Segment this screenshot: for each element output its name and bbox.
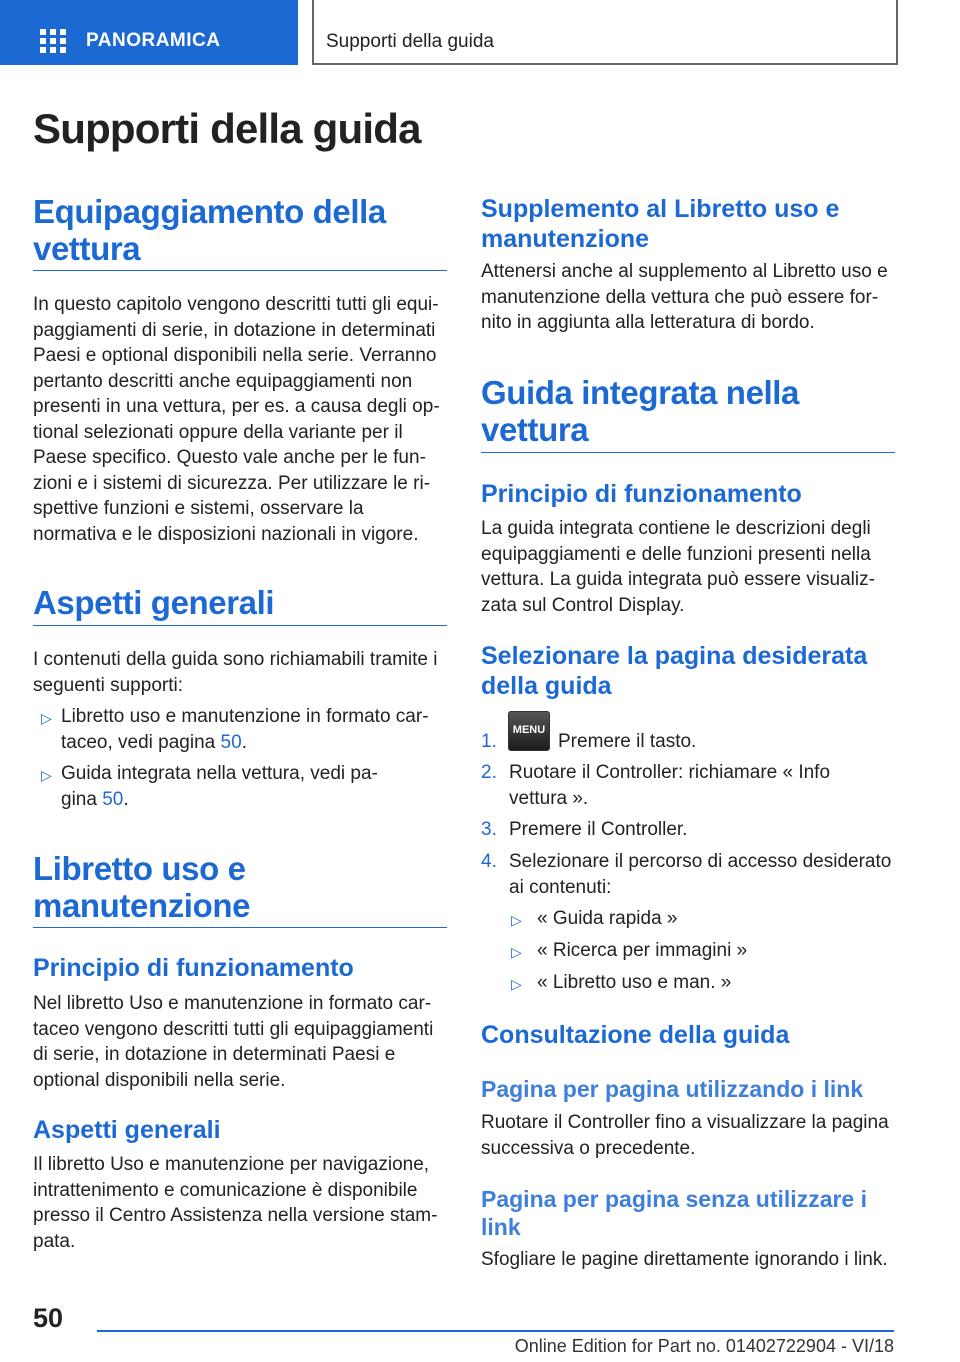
bullet-triangle-icon: ▷ [511, 944, 522, 960]
list-item: « Libretto uso e man. » [537, 972, 732, 993]
page-link[interactable]: 50 [220, 731, 242, 753]
heading-operating-principle: Principio di funzionamento [481, 480, 802, 508]
heading-rule [33, 270, 447, 271]
edition-footer: Online Edition for Part no. 01402722904 - VI/18 [514, 1336, 894, 1356]
list-item: « Guida rapida » [537, 908, 678, 929]
step-text: Premere il Controller. [509, 819, 688, 840]
heading-rule [481, 452, 895, 453]
heading-select-page: Selezionare la pagina desiderata della guida [481, 642, 868, 700]
paragraph-supplement: Attenersi anche al supplemento al Libretto uso e manutenzione della vettura che può essere fornito in aggiunta alla letteratura di bordo. [481, 261, 888, 333]
paragraph-page-with-links: Ruotare il Controller fino a visualizzare la pagina successiva o precedente. [481, 1112, 889, 1159]
overview-tab-label: PANORAMICA [86, 30, 221, 51]
step-number: 3. [481, 819, 497, 840]
heading-general-aspects-2: Aspetti generali [33, 1116, 221, 1144]
heading-supplement: Supplemento al Libretto uso e manutenzione [481, 195, 840, 253]
page-title: Supporti della guida [33, 105, 421, 152]
step-number: 4. [481, 851, 497, 872]
paragraph-equipment: In questo capitolo vengono descritti tutti gli equipaggiamenti di serie, in dotazione in determinati Paesi e optional disponibili nella serie. Verranno pertanto descritti anche equipaggiamenti non presenti in una vettura, per es. a causa degli optional selezionati oppure della variante per il Paese specifico. Questo vale anche per le funzioni e i sistemi di sicurezza. Per utilizzare le rispettive funzioni e sistemi, osservare la normativa e le disposizioni nazionali in vigore. [33, 294, 440, 545]
bullet-triangle-icon: ▷ [41, 767, 52, 783]
list-item: Libretto uso e manutenzione in formato cartaceo, vedi pagina 50. [61, 706, 429, 753]
heading-owners-manual: Libretto uso e manutenzione [33, 850, 251, 924]
paragraph-page-without-links: Sfogliare le pagine direttamente ignorando i link. [481, 1249, 888, 1270]
menu-key-icon: MENU [508, 711, 550, 751]
paragraph-general-aspects-2: Il libretto Uso e manutenzione per navigazione, intrattenimento e comunicazione è disponibile presso il Centro Assistenza nella versione stampata. [33, 1154, 438, 1252]
section-tab-label: Supporti della guida [326, 31, 494, 52]
overview-tab[interactable] [0, 0, 298, 65]
grid-menu-icon [40, 29, 66, 53]
heading-page-without-links: Pagina per pagina senza utilizzare i link [481, 1186, 868, 1240]
step-number: 2. [481, 762, 497, 783]
section-tab[interactable] [312, 0, 898, 65]
heading-operating-principle: Principio di funzionamento [33, 954, 354, 982]
footer-rule [97, 1330, 894, 1332]
heading-equipment: Equipaggiamento della vettura [33, 193, 386, 267]
paragraph-operating-principle: Nel libretto Uso e manutenzione in formato cartaceo vengono descritti tutti gli equipaggiamenti di serie, in dotazione in determinati Paesi e optional disponibili nella serie. [33, 993, 434, 1091]
heading-rule [33, 927, 447, 928]
bullet-triangle-icon: ▷ [41, 710, 52, 726]
step-number: 1. [481, 731, 497, 752]
list-item: « Ricerca per immagini » [537, 940, 748, 961]
list-item: Guida integrata nella vettura, vedi pagina 50. [61, 763, 378, 810]
page-link[interactable]: 50 [102, 788, 124, 810]
step-text: Selezionare il percorso di accesso desiderato ai contenuti: [509, 851, 892, 898]
step-text: Ruotare il Controller: richiamare « Info vettura ». [509, 762, 831, 809]
paragraph-general-aspects: I contenuti della guida sono richiamabili tramite i seguenti supporti: [33, 649, 438, 696]
heading-rule [33, 625, 447, 626]
bullet-triangle-icon: ▷ [511, 912, 522, 928]
paragraph-operating-principle: La guida integrata contiene le descrizioni degli equipaggiamenti e delle funzioni presenti nella vettura. La guida integrata può essere visualizzata sul Control Display. [481, 518, 875, 616]
heading-general-aspects: Aspetti generali [33, 584, 275, 621]
page-number: 50 [33, 1303, 64, 1333]
step-text: Premere il tasto. [558, 731, 697, 752]
bullet-triangle-icon: ▷ [511, 976, 522, 992]
heading-page-with-links: Pagina per pagina utilizzando i link [481, 1076, 864, 1102]
heading-consultation: Consultazione della guida [481, 1021, 790, 1049]
heading-integrated-guide: Guida integrata nella vettura [481, 374, 800, 448]
